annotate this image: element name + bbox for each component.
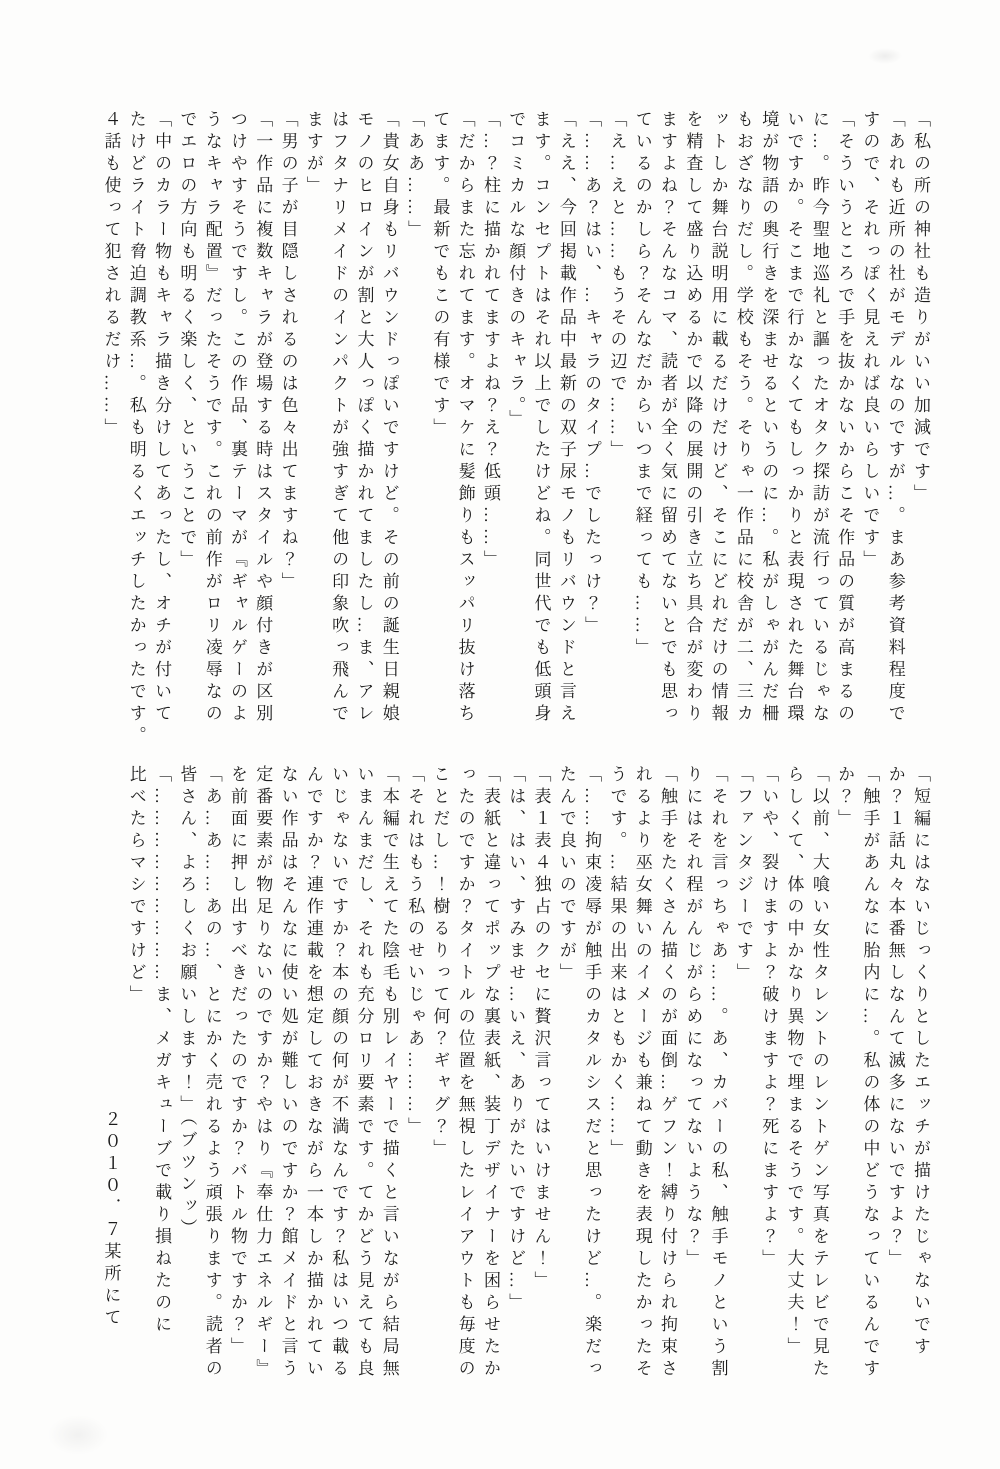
text-line: 「表紙と違ってポップな裏表紙、装丁デザイナーを困らせたか	[480, 765, 500, 1381]
text-line: 「それを言っちゃあ……。あ、カバーの私、触手モノという割	[708, 765, 728, 1381]
text-line: 「……拘束凌辱が触手のカタルシスだと思ったけど…。楽だっ	[582, 765, 602, 1381]
text-line: 「触手があんなに胎内に…。私の体の中どうなっているんです	[860, 765, 880, 1381]
text-line: か？１話丸々本番無しなんて滅多にないですよ？」	[885, 765, 905, 1271]
text-line: ない作品はそんなに使い処が難しいのですか？館メイドと言う	[278, 765, 298, 1381]
text-line: いですか。そこまで行かなくてもしっかりと表現された舞台環	[784, 110, 804, 726]
text-line: いじゃないですか？本の顔の何が不満なんです？私はいつ載る	[329, 765, 349, 1381]
text-line: でコミカルな顔付きのキャラ。」	[506, 110, 526, 432]
text-line: すので、それっぽく見えれば良いらしいです」	[860, 110, 880, 572]
text-line: 「それはもう私のせいじゃあ………」	[405, 765, 425, 1139]
text-line: ます。コンセプトはそれ以上でしたけどね。同世代でも低頭身	[531, 110, 551, 726]
text-line: 「え…えと……もうその辺で……」	[607, 110, 627, 462]
text-line: つけやすそうですし。この作品、裏テーマが『ギャルゲーのよ	[227, 110, 247, 726]
text-line: ますが」	[303, 110, 323, 198]
text-line: 定番要素が物足りないのですか？やはり『奉仕力エネルギー』	[253, 765, 273, 1381]
text-line: れるより巫女舞いのイメージも兼ねて動きを表現したかったそ	[632, 765, 652, 1381]
text-line: 「だからまた忘れてます。オマケに髪飾りもスッパリ抜け落ち	[455, 110, 475, 726]
text-line: 「…？柱に描かれてますよね？え？低頭……」	[480, 110, 500, 572]
text-line: ことだし…！樹るりって何？ギャグ？」	[430, 765, 450, 1161]
date-line: ２０１０．７某所にて	[101, 1110, 121, 1330]
text-line: モノのヒロインが割と大人っぽく描かれてましたし…ま、アレ	[354, 110, 374, 726]
text-line: 「あれも近所の社がモデルなのですが…。まあ参考資料程度で	[885, 110, 905, 726]
text-line: ４話も使って犯されるだけ……」	[101, 110, 121, 440]
text-line: うなキャラ配置』だったそうです。これの前作がロリ凌辱なの	[202, 110, 222, 726]
text-line: か？」	[835, 765, 855, 831]
text-line: 「男の子が目隠しされるのは色々出てますね？」	[278, 110, 298, 594]
text-line: たんで良いのですが」	[556, 765, 576, 985]
text-line: を精査して盛り込めるかで以降の展開の引き立ち具合が変わり	[683, 110, 703, 726]
text-line: 比べたらマシですけど」	[126, 765, 146, 1007]
text-line: 「いや、裂けますよ？破けますよ？死にますよ？」	[759, 765, 779, 1271]
text-line: ますよね？そんなコマ、読者が全く気に留めてないとでも思っ	[658, 110, 678, 726]
text-line: に…。昨今聖地巡礼と謳ったオタク探訪が流行っているじゃな	[809, 110, 829, 726]
bottom-text-block	[98, 765, 933, 1420]
text-line: 境が物語の奥行きを深ませるというのに…。私がしゃがんだ柵	[759, 110, 779, 726]
text-line: ットしか舞台説明用に載るだけだけど、そこにどれだけの情報	[708, 110, 728, 726]
text-line: 「貴女自身もリバウンドっぽいですけど。その前の誕生日親娘	[379, 110, 399, 726]
text-line: 「短編にはないじっくりとしたエッチが描けたじゃないです	[911, 765, 930, 1359]
scan-smudge	[868, 48, 902, 64]
text-line: 「中のカラー物もキャラ描き分けしてあったし、オチが付いて	[152, 110, 172, 726]
text-line: もおざなりだし。学校もそう。そりゃ一作品に校舎が二、三カ	[733, 110, 753, 726]
text-line: を前面に押し出すべきだったのですか？バトル物ですか？」	[227, 765, 247, 1359]
text-line: 「そういうところで手を抜かないからこそ作品の質が高まるの	[835, 110, 855, 726]
text-line: 「……あ？はい、…キャラのタイプ…でしたっけ？」	[582, 110, 602, 638]
top-text-block	[98, 110, 933, 765]
text-line: 「本編で生えてた陰毛も別レイヤーで描くと言いながら結局無	[379, 765, 399, 1381]
text-line: 「表１表４独占のクセに贅沢言ってはいけません！」	[531, 765, 551, 1293]
text-line: でエロの方向も明るく楽しく、ということで」	[177, 110, 197, 572]
text-line: 「以前、大喰い女性タレントのレントゲン写真をテレビで見た	[809, 765, 829, 1381]
text-line: 「ファンタジーです」	[733, 765, 753, 985]
text-line: 「は、はい、すみませ…いえ、ありがたいですけど…」	[506, 765, 526, 1315]
text-line: 皆さん、よろしくお願いします！」（ブツンッ）	[177, 765, 197, 1241]
text-line: らしくて、体の中かなり異物で埋まるそうです。大丈夫！」	[784, 765, 804, 1359]
text-line: 「私の所の神社も造りがいい加減です」	[911, 110, 930, 506]
text-line: んですか？連作連載を想定しておきながら一本しか描かれてい	[303, 765, 323, 1381]
text-line: てます。最新でもこの有様です」	[430, 110, 450, 440]
text-line: いまんまだし、それも充分ロリ要素です。てかどう見えても良	[354, 765, 374, 1381]
text-line: 「………………………ま、メガキューブで載り損ねたのに	[152, 765, 172, 1337]
text-line: りにはそれ程がんじがらめになってないような？」	[683, 765, 703, 1271]
text-line: はフタナリメイドのインパクトが強すぎて他の印象吹っ飛んで	[329, 110, 349, 726]
text-line: 「ああ……」	[405, 110, 425, 242]
text-line: 「ええ、今回掲載作品中最新の双子尿モノもリバウンドと言え	[556, 110, 576, 726]
text-line: 「触手をたくさん描くのが面倒…ゲフン！縛り付けられ拘束さ	[658, 765, 678, 1381]
text-line: たけどライト脅迫調教系…。私も明るくエッチしたかったです。	[126, 110, 146, 748]
text-line: うです。…結果の出来はともかく……」	[607, 765, 627, 1161]
scan-smudge	[48, 1415, 108, 1455]
text-line: 「あ…あ……あの…、とにかく売れるよう頑張ります。読者の	[202, 765, 222, 1381]
text-line: 「一作品に複数キャラが登場する時はスタイルや顔付きが区別	[253, 110, 273, 726]
text-line: ったのですか？タイトルの位置を無視したレイアウトも毎度の	[455, 765, 475, 1381]
text-line: ているのかしら？そんなだからいつまで経っても……」	[632, 110, 652, 660]
